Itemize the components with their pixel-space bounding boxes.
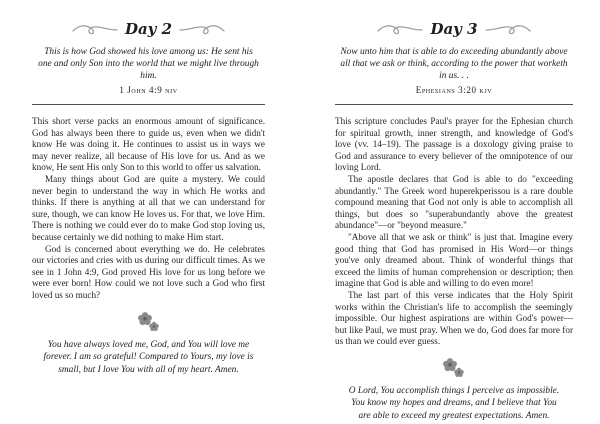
flower-cluster-icon <box>134 310 164 334</box>
body-paragraph: This short verse packs an enormous amount of significance. God has always been there to guide us, even when we didn't know He was doing it. He continues to assist us in ways we may never realize, all because of His love for us. And as we know, He sent His only Son to this world to offer us salvation. <box>32 116 265 173</box>
scripture-quote: Now unto him that is able to do exceeding abundantly above all that we ask or think, according to the power that worketh in us. . . <box>340 47 568 81</box>
body-paragraph: God is concerned about everything we do. He celebrates our victories and cries with us during our difficult times. As we see in 1 John 4:9, God proved His love for us long before we were ever born! How could we not love such a God who first loved us so much? <box>32 243 265 300</box>
scripture-reference: 1 John 4:9 niv <box>119 85 178 95</box>
flourish-left-icon <box>72 21 118 37</box>
flower-cluster-icon <box>439 356 469 380</box>
prayer-text: O Lord, You accomplish things I perceive as impossible. You know my hopes and dreams, and I believe that You are able to exceed my greatest expectations. Amen. <box>348 385 560 422</box>
body-text <box>32 116 265 302</box>
page-right <box>335 0 573 424</box>
body-paragraph: "Above all that we ask or think" is just that. Imagine every good thing that God has promised in His Word—or things you've only dreamed about. Think of wonderful things that exceed the limits of human comprehension or description; then imagine that God is able and willing to do even more! <box>335 231 573 289</box>
flourish-right-icon <box>179 21 225 37</box>
body-paragraph: Many things about God are quite a mystery. We could never begin to understand the way in which He works and thinks. If there is anything at all that we can understand for sure, though, we can know He loves us. For that, we love Him. There is nothing we could ever do to make God stop loving us, because certainly we did nothing to make Him start. <box>32 173 265 242</box>
divider-rule <box>335 104 573 105</box>
flourish-right-icon <box>485 21 531 37</box>
body-paragraph: The apostle declares that God is able to do "exceeding abundantly." The Greek word huperekperissou is a rare double compound meaning that God not only is able to accomplish all things, but does so "superabundantly above the greatest abundance"—or "beyond measure." <box>335 173 573 231</box>
prayer-text: You have always loved me, God, and You will love me forever. I am so grateful! Compared to Yours, my love is small, but I love You with all of my heart. Amen. <box>43 339 254 375</box>
day-header <box>32 19 265 39</box>
ornament-container <box>32 310 265 334</box>
scripture-reference: Ephesians 3:20 kjv <box>415 85 493 95</box>
day-title: Day 3 <box>430 19 478 38</box>
divider-rule <box>32 104 265 105</box>
body-paragraph: The last part of this verse indicates that the Holy Spirit works within the Christian's life to accomplish the seemingly impossible. Our highest aspirations are within God's power—but like Paul, we must pray. When we do, God does far more for us than we could ever guess. <box>335 289 573 347</box>
flourish-left-icon <box>377 21 423 37</box>
body-text <box>335 116 573 348</box>
ornament-container <box>335 356 573 380</box>
body-paragraph: This scripture concludes Paul's prayer for the Ephesian church for spiritual growth, inner strength, and knowledge of God's love (vv. 14–19). The passage is a doxology giving praise to God and assurance to every believer of the omnipotence of our loving Lord. <box>335 116 573 173</box>
day-header <box>335 19 573 39</box>
scripture-quote: This is how God showed his love among us: He sent his one and only Son into the world that we might live through him. <box>38 47 259 81</box>
day-title: Day 2 <box>124 19 173 38</box>
page-left <box>32 0 265 424</box>
